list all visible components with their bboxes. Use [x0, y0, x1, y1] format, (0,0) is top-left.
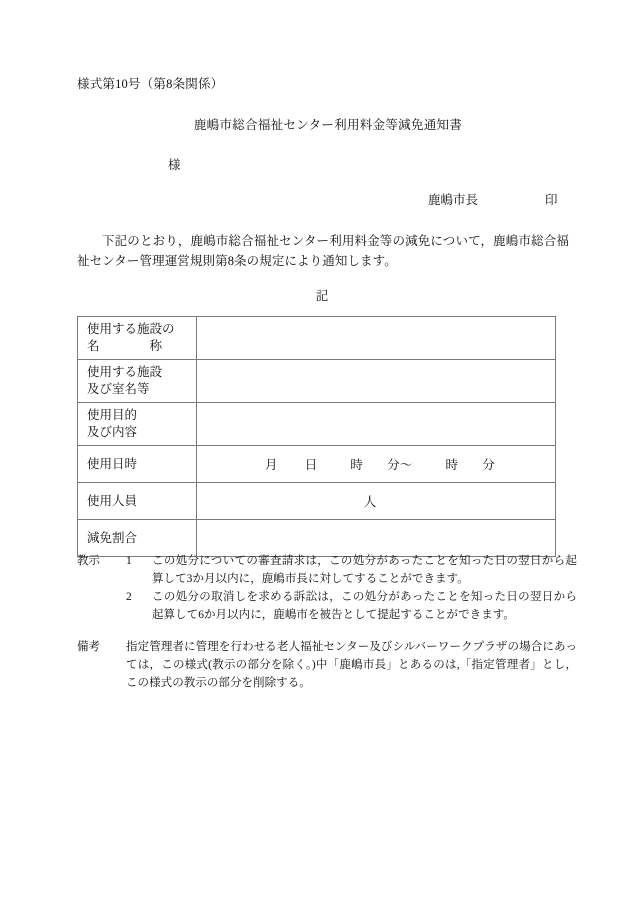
kyoji-item-text: この処分についての審査請求は，この処分があったことを知った日の翌日から起算して3か月以内に，鹿嶋市長に対してすることができます。 — [152, 555, 577, 585]
label-line: 名 称 — [87, 339, 163, 353]
row-value-people[interactable] — [197, 483, 556, 520]
kyoji-notes — [77, 552, 577, 624]
field-day: 日 — [304, 458, 318, 472]
row-value-datetime[interactable] — [197, 446, 556, 483]
ki-mark: 記 — [315, 289, 329, 303]
seal-mark: 印 — [545, 193, 558, 207]
application-details-table — [77, 316, 556, 557]
kyoji-item-list — [126, 552, 577, 624]
table-row — [78, 360, 556, 403]
document-title: 鹿嶋市総合福祉センター利用料金等減免通知書 — [193, 118, 463, 132]
kyoji-item-text: この処分の取消しを求める訴訟は，この処分があったことを知った日の翌日から起算して6か月以内に，鹿嶋市を被告として提起することができます。 — [152, 591, 577, 621]
table-row — [78, 317, 556, 360]
row-label-datetime — [78, 446, 197, 483]
field-start-minute: 分〜 — [387, 458, 413, 472]
row-label-reduction-rate — [78, 520, 197, 557]
field-month: 月 — [265, 458, 278, 472]
row-value-purpose[interactable] — [197, 403, 556, 446]
row-label-facility-room — [78, 360, 197, 403]
row-label-people — [78, 483, 197, 520]
label-line: 減免割合 — [87, 530, 138, 545]
table-row — [78, 520, 556, 557]
people-unit: 人 — [363, 495, 377, 509]
addressee-honorific: 様 — [168, 158, 181, 172]
kyoji-item-number: 1 — [126, 555, 132, 567]
bikou-note — [77, 638, 577, 692]
row-label-purpose — [78, 403, 197, 446]
row-value-facility-room[interactable] — [197, 360, 556, 403]
kyoji-item — [126, 588, 577, 624]
label-line: 使用日時 — [87, 456, 138, 471]
label-line: 使用人員 — [87, 493, 138, 508]
kyoji-item — [126, 552, 577, 588]
datetime-fields — [207, 455, 545, 473]
field-end-minute: 分 — [482, 458, 495, 472]
label-line: 使用する施設 — [87, 365, 163, 379]
row-value-reduction-rate[interactable] — [197, 520, 556, 557]
label-line: 及び内容 — [87, 425, 138, 439]
body-paragraph: 下記のとおり，鹿嶋市総合福祉センター利用料金等の減免について，鹿嶋市総合福祉センター管理運営規則第8条の規定により通知します。 — [77, 234, 569, 268]
table-row — [78, 446, 556, 483]
label-line: 及び室名等 — [87, 382, 150, 396]
table-row — [78, 483, 556, 520]
form-number: 様式第10号（第8条関係） — [77, 77, 224, 91]
row-label-facility-name — [78, 317, 197, 360]
kyoji-label: 教示 — [77, 555, 100, 567]
issuer-name: 鹿嶋市長 — [428, 193, 479, 207]
bikou-text: 指定管理者に管理を行わせる老人福祉センター及びシルバーワークプラザの場合にあっては，この様式(教示の部分を除く。)中「鹿嶋市長」とあるのは,「指定管理者」とし，この様式の教示の部分を削除する。 — [126, 641, 577, 689]
bikou-label: 備考 — [77, 641, 100, 653]
label-line: 使用する施設の — [87, 322, 175, 336]
row-value-facility-name[interactable] — [197, 317, 556, 360]
kyoji-item-number: 2 — [126, 591, 132, 603]
field-start-hour: 時 — [350, 458, 364, 472]
label-line: 使用目的 — [87, 408, 138, 422]
field-end-hour: 時 — [445, 458, 459, 472]
table-row — [78, 403, 556, 446]
